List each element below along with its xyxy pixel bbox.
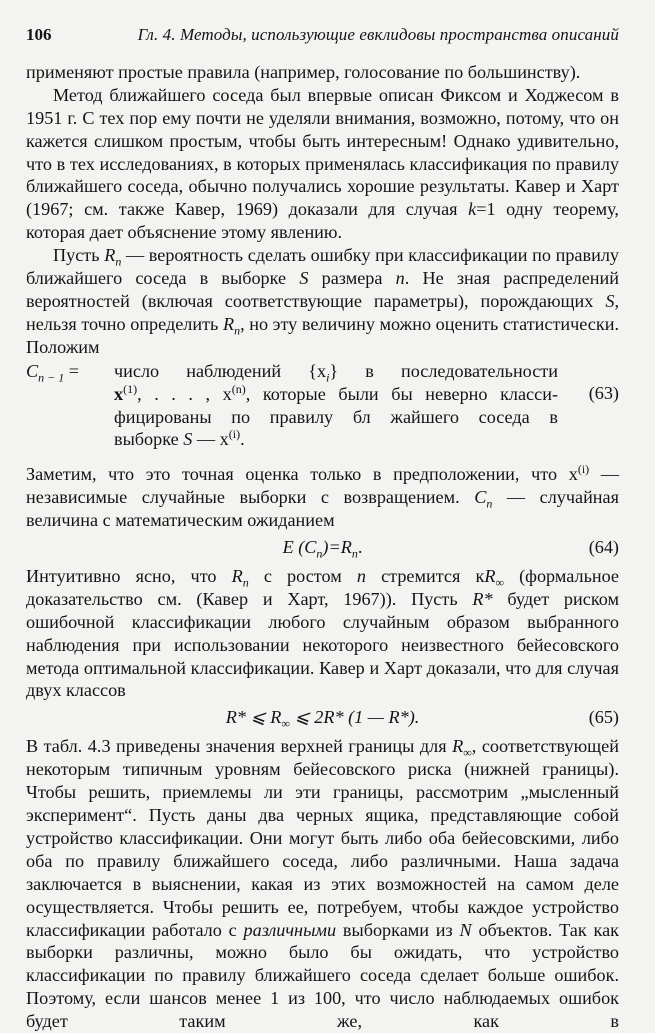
definition-63 (26, 360, 619, 452)
paragraph-2: Метод ближайшего соседа был впервые описан Фиксом и Ходжесом в 1951 г. С тех пор ему почти не уделяли внимания, возможно, потому, что он кажется слишком простым, чтобы быть интересным! Однако удивительно, что в тех исследованиях, в которых применялась классификация по правилу ближайшего соседа, обычно получались хорошие результаты. Кавер и Харт (1967; см. также Кавер, 1969) доказали для случая k=1 одну теорему, которая дает объяснение этому явлению. (26, 84, 619, 243)
definition-line-3: фицированы по правилу бл жайшего соседа в (114, 406, 558, 427)
definition-body (114, 360, 558, 452)
paragraph-3: Пусть $R_n$ — вероятность сделать ошибку при классификации по правилу ближайшего соседа в выборке S размера n. Не зная распределений вероятностей (включая соответствующие параметры), порождающих S, нельзя точно определить $R_n$, но эту величину можно оценить статистически. Положим (26, 245, 619, 357)
paragraph-1: применяют простые правила (например, голосование по большинству). (26, 61, 581, 82)
paragraph-5: Интуитивно ясно, что $R_n$ с ростом n стремится $кR_\infty$ (формальное доказательство см. (Кавер и Харт, 1967)). Пусть R* будет риском ошибочной классификации любого случайным образом выбранного наблюдения при использовании некоторого неизвестного бейесовского метода оптимальной классификации. Кавер и Харт доказали, что для случая двух классов (26, 565, 619, 701)
equation-64-body: E $(C_n)=R_n$. (282, 537, 363, 561)
page-header (26, 24, 619, 47)
definition-lhs: $C_{n - 1}$ = (26, 360, 80, 385)
definition-line-2: $x^{(1)}$, . . . , $x^{(n)}$, которые были бы неверно класси- (114, 381, 558, 404)
equation-number-63: (63) (588, 382, 619, 403)
definition-line-1: число наблюдений $\{x_i\}$ в последовательности (114, 360, 558, 385)
equation-number-65: (65) (588, 707, 619, 728)
equation-65-body: R* ⩽ $R_\infty$ ⩽ 2R* (1 — R*). (225, 707, 420, 731)
definition-line-4: выборке S — $x^{(i)}$. (114, 427, 245, 450)
paragraph-4: Заметим, что это точная оценка только в предположении, что $x^{(i)}$ — независимые случайные выборки с возвращением. $C_n$ — случайная величина с математическим ожиданием (26, 462, 620, 531)
paragraph-6: В табл. 4.3 приведены значения верхней границы для $R_\infty$, соответствующей некоторым типичным уровням бейесовского риска (нижней границы). Чтобы решить, приемлемы ли эти границы, рассмотрим „мысленный эксперимент“. Пусть даны два черных ящика, представляющие собой устройство классификации. Они могут быть либо оба бейесовскими, либо оба по правилу ближайшего соседа, либо различными. Наша задача заключается в выяснении, какая из этих возможностей на самом деле осуществляется. Чтобы решить ее, потребуем, чтобы каждое устройство классификации работало с различными выборками из N объектов. Так как выборки различны, можно было бы ожидать, что устройство классификации по правилу ближайшего соседа сделает больше ошибок. Поэтому, если шансов менее 1 из 100, что число наблюдаемых ошибок будет таким же, как в (26, 736, 619, 1032)
page-number: 106 (26, 25, 52, 44)
running-title: Гл. 4. Методы, использующие евклидовы пространства описаний (137, 25, 619, 44)
equation-number-64: (64) (588, 537, 619, 558)
equation-64 (26, 536, 619, 559)
equation-65 (26, 706, 619, 729)
